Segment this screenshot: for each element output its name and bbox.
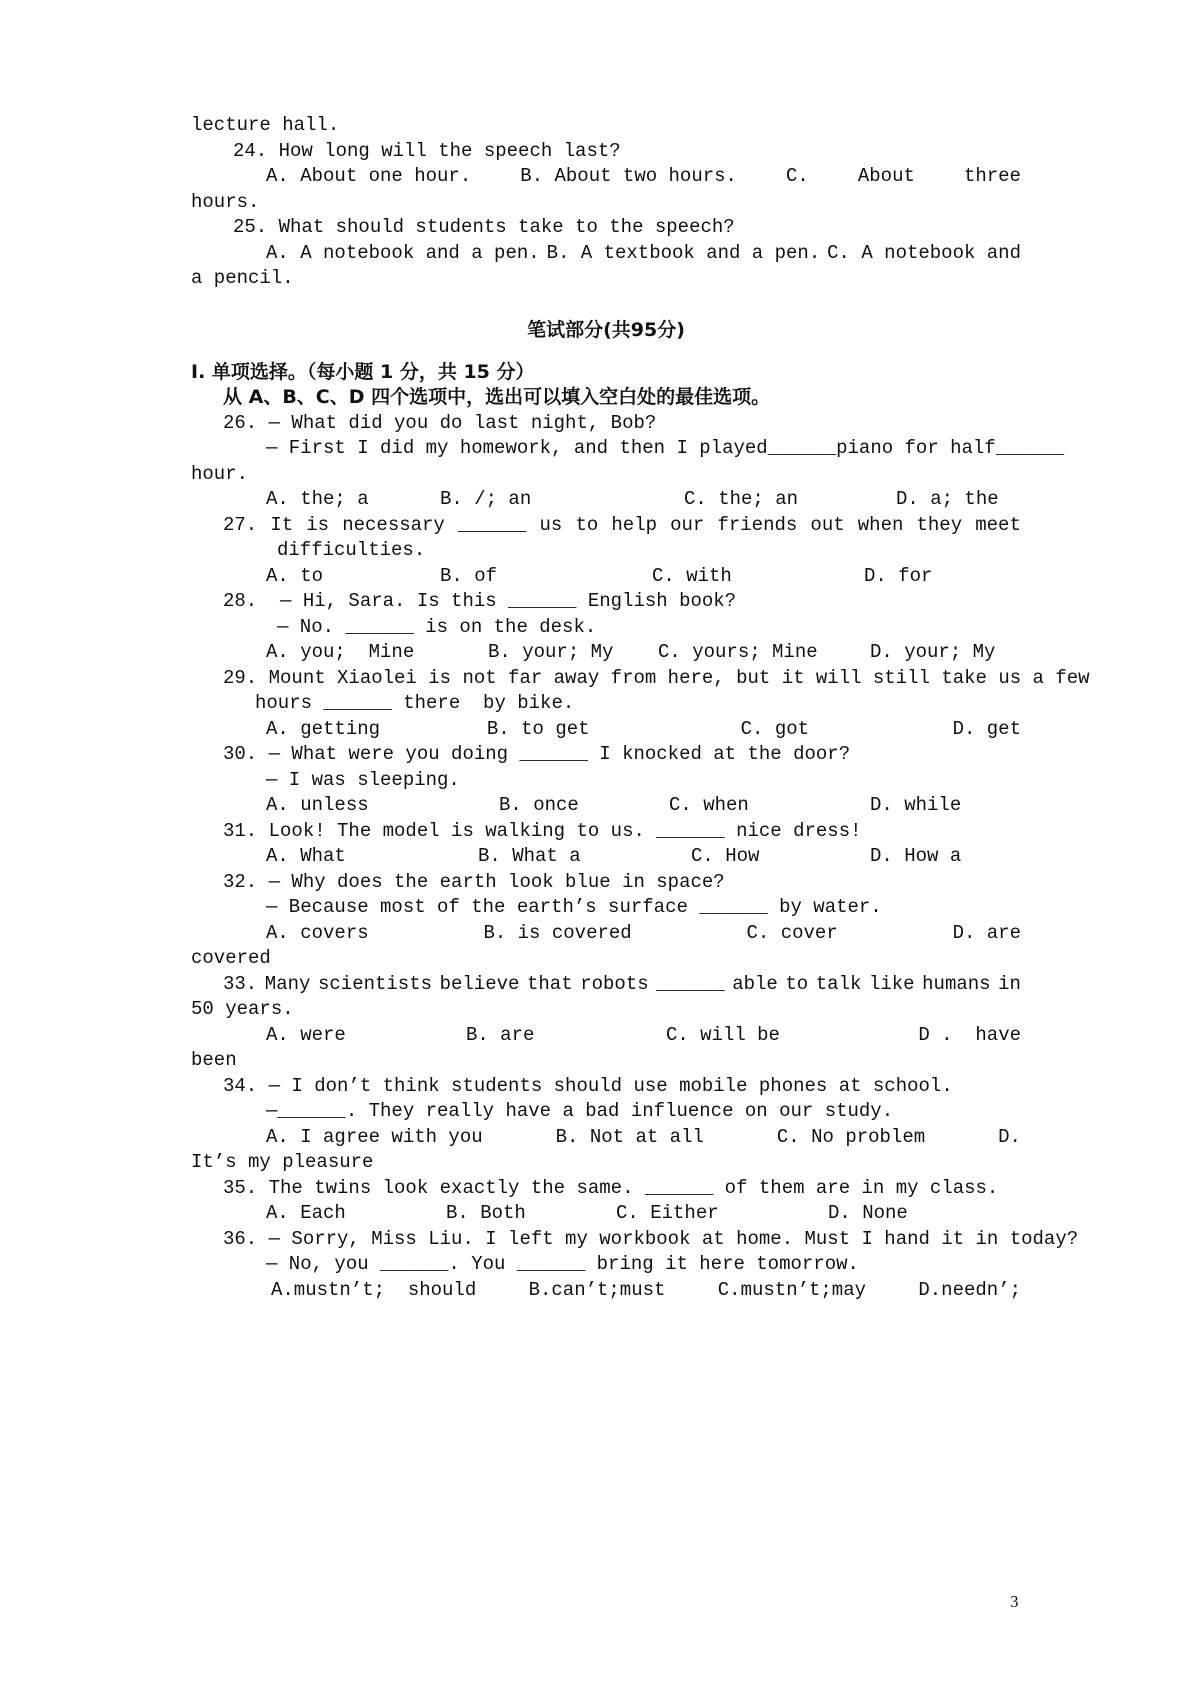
option-c: C. when <box>669 794 749 816</box>
option-b: B. to get <box>486 717 590 740</box>
option-a: A. Each <box>266 1202 346 1224</box>
q25-options <box>191 241 1021 267</box>
option-d: D.needn’; <box>918 1278 1021 1301</box>
reply-line: —______. They really have a bad influence on our study. <box>266 1100 894 1122</box>
question-33 <box>191 972 1021 998</box>
option-a: A. you; Mine <box>266 641 415 663</box>
option-a: A. I agree with you <box>266 1125 483 1148</box>
option-c: C. will be <box>665 1023 780 1046</box>
word: talk <box>815 972 862 995</box>
question-36: 36. — Sorry, Miss Liu. I left my workbook at home. Must I hand it in today? <box>223 1227 1079 1250</box>
option-wrap: a pencil. <box>191 267 294 289</box>
question-31: 31. Look! The model is walking to us. ______ nice dress! <box>223 819 862 842</box>
option-b: B. About two hours. <box>520 165 737 187</box>
question-28: 28. — Hi, Sara. Is this ______ English book? <box>223 590 737 612</box>
option-d: D. a; the <box>896 488 999 510</box>
word: our <box>670 513 705 536</box>
q28-options <box>191 640 1021 666</box>
part-title: I. 单项选择。（每小题 1 分，共 15 分） <box>191 360 535 383</box>
option-a: A. getting <box>266 717 381 740</box>
question-30: 30. — What were you doing ______ I knocked at the door? <box>223 743 851 765</box>
option-d: D. are <box>952 921 1021 944</box>
option-b: B. Not at all <box>555 1125 704 1148</box>
option-a: A. to <box>266 564 324 587</box>
reply-line: — I was sleeping. <box>266 768 460 791</box>
word: friends <box>717 513 798 536</box>
q34-options <box>191 1125 1021 1151</box>
text-wrap: It’s my pleasure <box>191 1151 374 1173</box>
word: able <box>732 972 778 995</box>
word: humans <box>922 972 991 995</box>
blank: ______ <box>457 513 527 536</box>
question-25: 25. What should students take to the speech? <box>233 216 735 238</box>
word: believe <box>439 972 520 995</box>
word: is <box>306 513 330 536</box>
word: out <box>810 513 845 536</box>
question-35: 35. The twins look exactly the same. ______ of them are in my class. <box>223 1176 999 1199</box>
reply-line: — No, you ______. You ______ bring it here tomorrow. <box>266 1253 859 1275</box>
option-d: D. None <box>828 1202 908 1224</box>
option-a: A.mustn’t; should <box>271 1278 477 1301</box>
option-b: B. once <box>499 794 579 816</box>
text-wrap: 50 years. <box>191 998 294 1020</box>
option-c: C. <box>786 165 809 187</box>
word: It <box>270 513 294 536</box>
question-24: 24. How long will the speech last? <box>233 139 621 162</box>
option-b: B. is covered <box>483 921 632 944</box>
option-c: C. Either <box>616 1202 719 1224</box>
word: Many <box>264 972 311 995</box>
text-line: lecture hall. <box>191 114 340 136</box>
reply-line: — Because most of the earth’s surface ______ by water. <box>266 896 882 918</box>
text-wrap: hours ______ there by bike. <box>255 692 575 714</box>
q24-options <box>191 164 1021 190</box>
option-c: C. with <box>652 564 732 587</box>
question-34: 34. — I don’t think students should use mobile phones at school. <box>223 1074 953 1097</box>
option-b: B. Both <box>446 1202 526 1224</box>
text-wrap: been <box>191 1049 237 1071</box>
option-d: D. while <box>870 794 962 816</box>
word: 27. <box>223 513 258 536</box>
q33-options <box>191 1023 1021 1049</box>
option-b: B. A textbook and a pen. <box>546 241 821 264</box>
word: that <box>527 972 573 995</box>
option-c: C. got <box>740 717 810 740</box>
q29-options <box>191 717 1021 743</box>
word: meet <box>975 513 1021 536</box>
blank: ______ <box>767 437 837 459</box>
question-26: 26. — What did you do last night, Bob? <box>223 411 657 434</box>
option-b: B. are <box>465 1023 535 1046</box>
option-c-word: About <box>857 165 915 187</box>
text-wrap: covered <box>191 947 271 969</box>
question-32: 32. — Why does the earth look blue in space? <box>223 870 725 893</box>
option-c: C. A notebook and <box>827 241 1021 264</box>
option-d: D. for <box>864 564 933 587</box>
option-b: B.can’t;must <box>528 1278 666 1301</box>
question-27 <box>191 513 1021 539</box>
word: in <box>998 972 1021 995</box>
page-number: 3 <box>1010 1592 1019 1611</box>
word: to <box>575 513 599 536</box>
word: necessary <box>342 513 445 536</box>
option-a: A. What <box>266 845 346 867</box>
text-wrap: hour. <box>191 462 249 485</box>
option-d: D. your; My <box>870 641 996 663</box>
option-d: D. How a <box>870 845 962 867</box>
word: 33. <box>223 972 258 995</box>
option-a: A. A notebook and a pen. <box>266 241 540 264</box>
reply-line: — No. ______ is on the desk. <box>277 615 597 638</box>
option-c: C. yours; Mine <box>658 641 818 663</box>
option-b: B. /; an <box>440 488 532 510</box>
q32-options <box>191 921 1021 947</box>
option-wrap: hours. <box>191 190 260 213</box>
option-a: A. About one hour. <box>266 165 472 187</box>
word: robots <box>580 972 649 995</box>
option-d: D. <box>998 1125 1021 1148</box>
option-c: C. cover <box>746 921 838 944</box>
q26-reply <box>191 436 1065 462</box>
reply-text: piano for half <box>836 437 996 459</box>
blank: ______ <box>656 972 725 995</box>
option-b: B. of <box>440 564 498 587</box>
option-c: C. No problem <box>776 1125 926 1148</box>
option-a: A. unless <box>266 794 369 816</box>
option-d: D . have <box>918 1023 1021 1046</box>
q30-options <box>191 793 1021 819</box>
word: like <box>868 972 915 995</box>
section-title: 笔试部分(共95分) <box>527 318 685 341</box>
q26-options <box>191 487 1021 513</box>
q31-options <box>191 844 1021 870</box>
option-a: A. were <box>266 1023 346 1046</box>
q27-options <box>191 564 1021 590</box>
q35-options <box>191 1201 1021 1227</box>
word: to <box>785 972 809 995</box>
word: us <box>539 513 563 536</box>
word: when <box>857 513 904 536</box>
q36-options <box>191 1278 1021 1304</box>
option-c-word: three <box>963 165 1021 187</box>
question-29: 29. Mount Xiaolei is not far away from here, but it will still take us a few <box>223 666 1090 689</box>
option-c: C. the; an <box>684 488 799 510</box>
text-wrap: difficulties. <box>277 539 426 561</box>
exam-page <box>191 113 1090 1303</box>
reply-text: — First I did my homework, and then I played <box>266 437 768 459</box>
option-b: B. your; My <box>488 641 614 663</box>
option-c: C.mustn’t;may <box>717 1278 867 1301</box>
part-instruction: 从 A、B、C、D 四个选项中，选出可以填入空白处的最佳选项。 <box>223 386 771 408</box>
word: scientists <box>317 972 433 995</box>
word: they <box>916 513 963 536</box>
word: help <box>611 513 657 536</box>
option-c: C. How <box>691 845 760 867</box>
option-a: A. the; a <box>266 488 369 510</box>
option-b: B. What a <box>478 845 581 867</box>
option-a: A. covers <box>266 921 369 944</box>
blank: ______ <box>995 437 1065 459</box>
option-d: D. get <box>952 717 1021 740</box>
